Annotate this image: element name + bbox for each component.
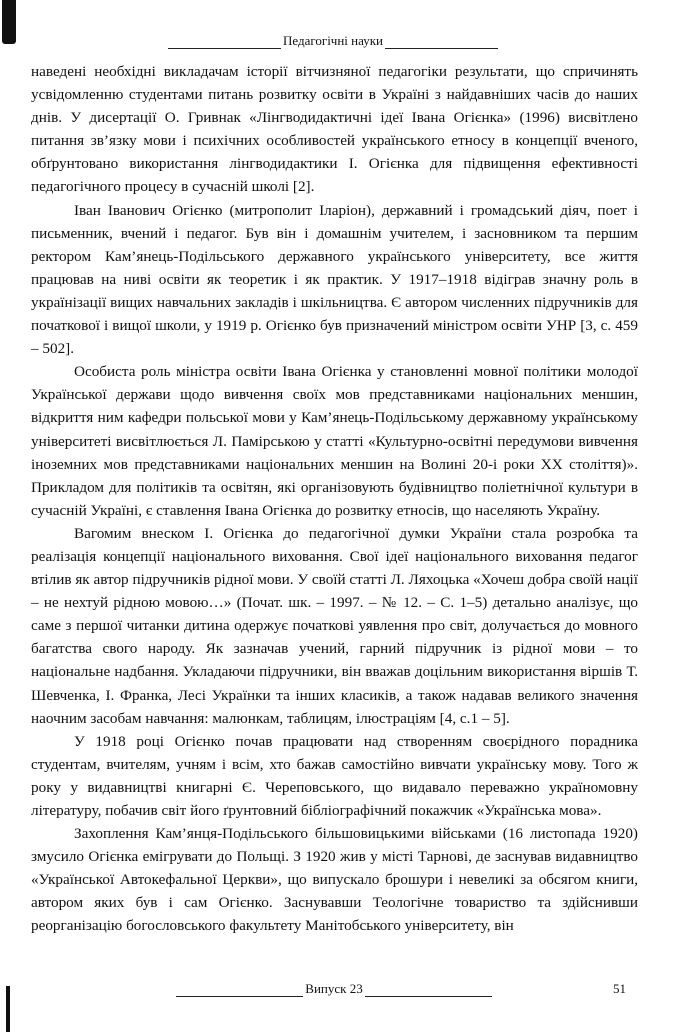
article-body [31,60,638,938]
paragraph-emigration: Захоплення Кам’янця-Подільського більшовицькими військами (16 листопада 1920) змусило Огієнка емігрувати до Польщі. З 1920 жив у місті Тарнові, де заснував видавництво «Української Автокефальної Церкви», що випускало брошури і невеликі за обсягом книги, автором яких був і сам Огієнко. Заснувавши Теологічне товариство та здійснивши реорганізацію богословського факультету Манітобського університету, він [31,825,638,935]
footer-issue: Випуск 23 [305,981,363,996]
header-rule-right [385,35,498,49]
header-rule-left [168,35,281,49]
scan-edge-mark-bottom [6,986,10,1032]
scan-edge-mark-top [2,0,16,44]
running-header [168,33,498,49]
paragraph-language-policy: Особиста роль міністра освіти Івана Огієнка у становленні мовної політики молодої Української держави щодо вивчення своїх мов представниками національних меншин, відкриття ним кафедри польської мови у Кам’янець-Подільському державному українському університеті висвітлюється Л. Памірською у статті «Культурно-освітні передумови вивчення іноземних мов представниками національних меншин на Волині 20-і роки XX століття)». Прикладом для політиків та освітян, які організовують будівництво поліетнічної культури в сучасній Україні, є ставлення Івана Огієнка до розвитку етносів, що населяють Україну. [31,363,638,519]
header-section-title: Педагогічні науки [282,33,384,48]
paragraph-1918-guide: У 1918 році Огієнко почав працювати над створенням своєрідного порадника студентам, вчителям, учням і всім, хто бажав самостійно вивчати українську мову. Того ж року у видавництві книгарні Є. Череповського, що видавало переважно україномовну літературу, побачив світ його ґрунтовний бібліографічний покажчик «Українська мова». [31,732,638,819]
footer-rule-right [365,983,492,997]
running-footer [176,981,492,997]
paragraph-continued: наведені необхідні викладачам історії вітчизняної педагогіки результати, що спричинять усвідомленню студентами питань розвитку освіти в Україні з найдавніших часів до наших днів. У дисертації О. Гривнак «Лінгводидактичні ідеї Івана Огієнка» (1996) висвітлено питання зв’язку мови і психічних особливостей українського етносу в концепції вченого, обґрунтовано використання лінгводидактики І. Огієнка для підвищення ефективності педагогічного процесу в сучасній школі [2]. [31,63,638,196]
paragraph-ohienko-biography: Іван Іванович Огієнко (митрополит Іларіон), державний і громадський діяч, поет і письменник, вчений і педагог. Був він і домашнім учителем, і засновником та першим ректором Кам’янець-Подільського державного українського університету, все життя працював на ниві освіти як теоретик і як практик. У 1917–1918 відіграв значну роль в українізації вищих навчальних закладів і шкільництва. Є автором численних підручників для початкової і вищої школи, у 1919 р. Огієнко був призначений міністром освіти УНР [3, с. 459 – 502]. [31,201,638,358]
paragraph-national-education: Вагомим внеском І. Огієнка до педагогічної думки України стала розробка та реалізація концепції національного виховання. Свої ідеї національного виховання педагог втілив як автор підручників рідної мови. У своїй статті Л. Ляхоцька «Хочеш добра своїй нації – не нехтуй рідною мовою…» (Почат. шк. – 1997. – № 12. – С. 1–5) детально аналізує, що саме з першої читанки дитина одержує початкові уявлення про світ, долучається до мовного багатства свого народу. Як зазначав учений, гарний підручник із рідної мови – то національне надбання. Укладаючи підручники, він вважав доцільним використання віршів Т. Шевченка, І. Франка, Лесі Українки та інших класиків, а також надавав великого значення наочним засобам навчання: малюнкам, таблицям, ілюстраціям [4, с.1 – 5]. [31,524,639,727]
page-number: 51 [613,981,626,996]
footer-rule-left [176,983,303,997]
